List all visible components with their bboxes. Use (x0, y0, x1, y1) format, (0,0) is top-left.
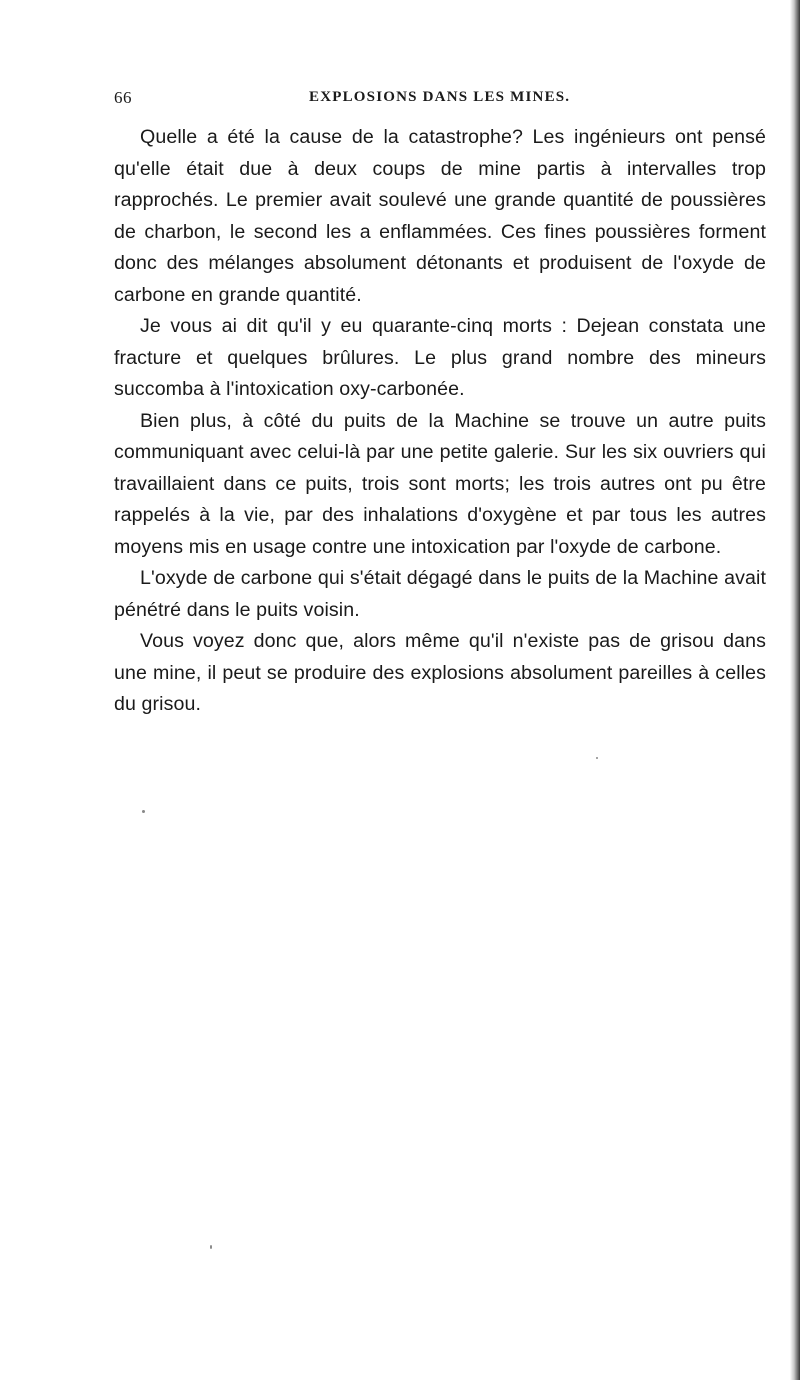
paragraph-5: Vous voyez donc que, alors même qu'il n'existe pas de grisou dans une mine, il peut se produire des explosions absolument pareilles à celles du grisou. (114, 630, 766, 715)
speck (142, 810, 145, 813)
page-header (114, 88, 770, 114)
paragraph-2: Je vous ai dit qu'il y eu quarante-cinq morts : Dejean constata une fracture et quelques brûlures. Le plus grand nombre des mineurs succomba à l'intoxication oxy-carbonée. (114, 315, 766, 400)
running-head: EXPLOSIONS DANS LES MINES. (309, 89, 571, 105)
paragraph-4: L'oxyde de carbone qui s'était dégagé dans le puits de la Machine avait pénétré dans le puits voisin. (114, 567, 766, 621)
speck (596, 757, 598, 759)
body-text (114, 122, 766, 721)
page-number: 66 (114, 88, 132, 107)
paragraph-1: Quelle a été la cause de la catastrophe? Les ingénieurs ont pensé qu'elle était due à deux coups de mine partis à intervalles trop rapprochés. Le premier avait soulevé une grande quantité de poussières de charbon, le second les a enflammées. Ces fines poussières forment donc des mélanges absolument détonants et produisent de l'oxyde de carbone en grande quantité. (114, 126, 766, 306)
page-edge-shadow (790, 0, 800, 1380)
paragraph-3: Bien plus, à côté du puits de la Machine se trouve un autre puits communiquant avec celui-là par une petite galerie. Sur les six ouvriers qui travaillaient dans ce puits, trois sont morts; les trois autres ont pu être rappelés à la vie, par des inhalations d'oxygène et par tous les autres moyens mis en usage contre une intoxication par l'oxyde de carbone. (114, 409, 766, 558)
speck (210, 1245, 212, 1249)
